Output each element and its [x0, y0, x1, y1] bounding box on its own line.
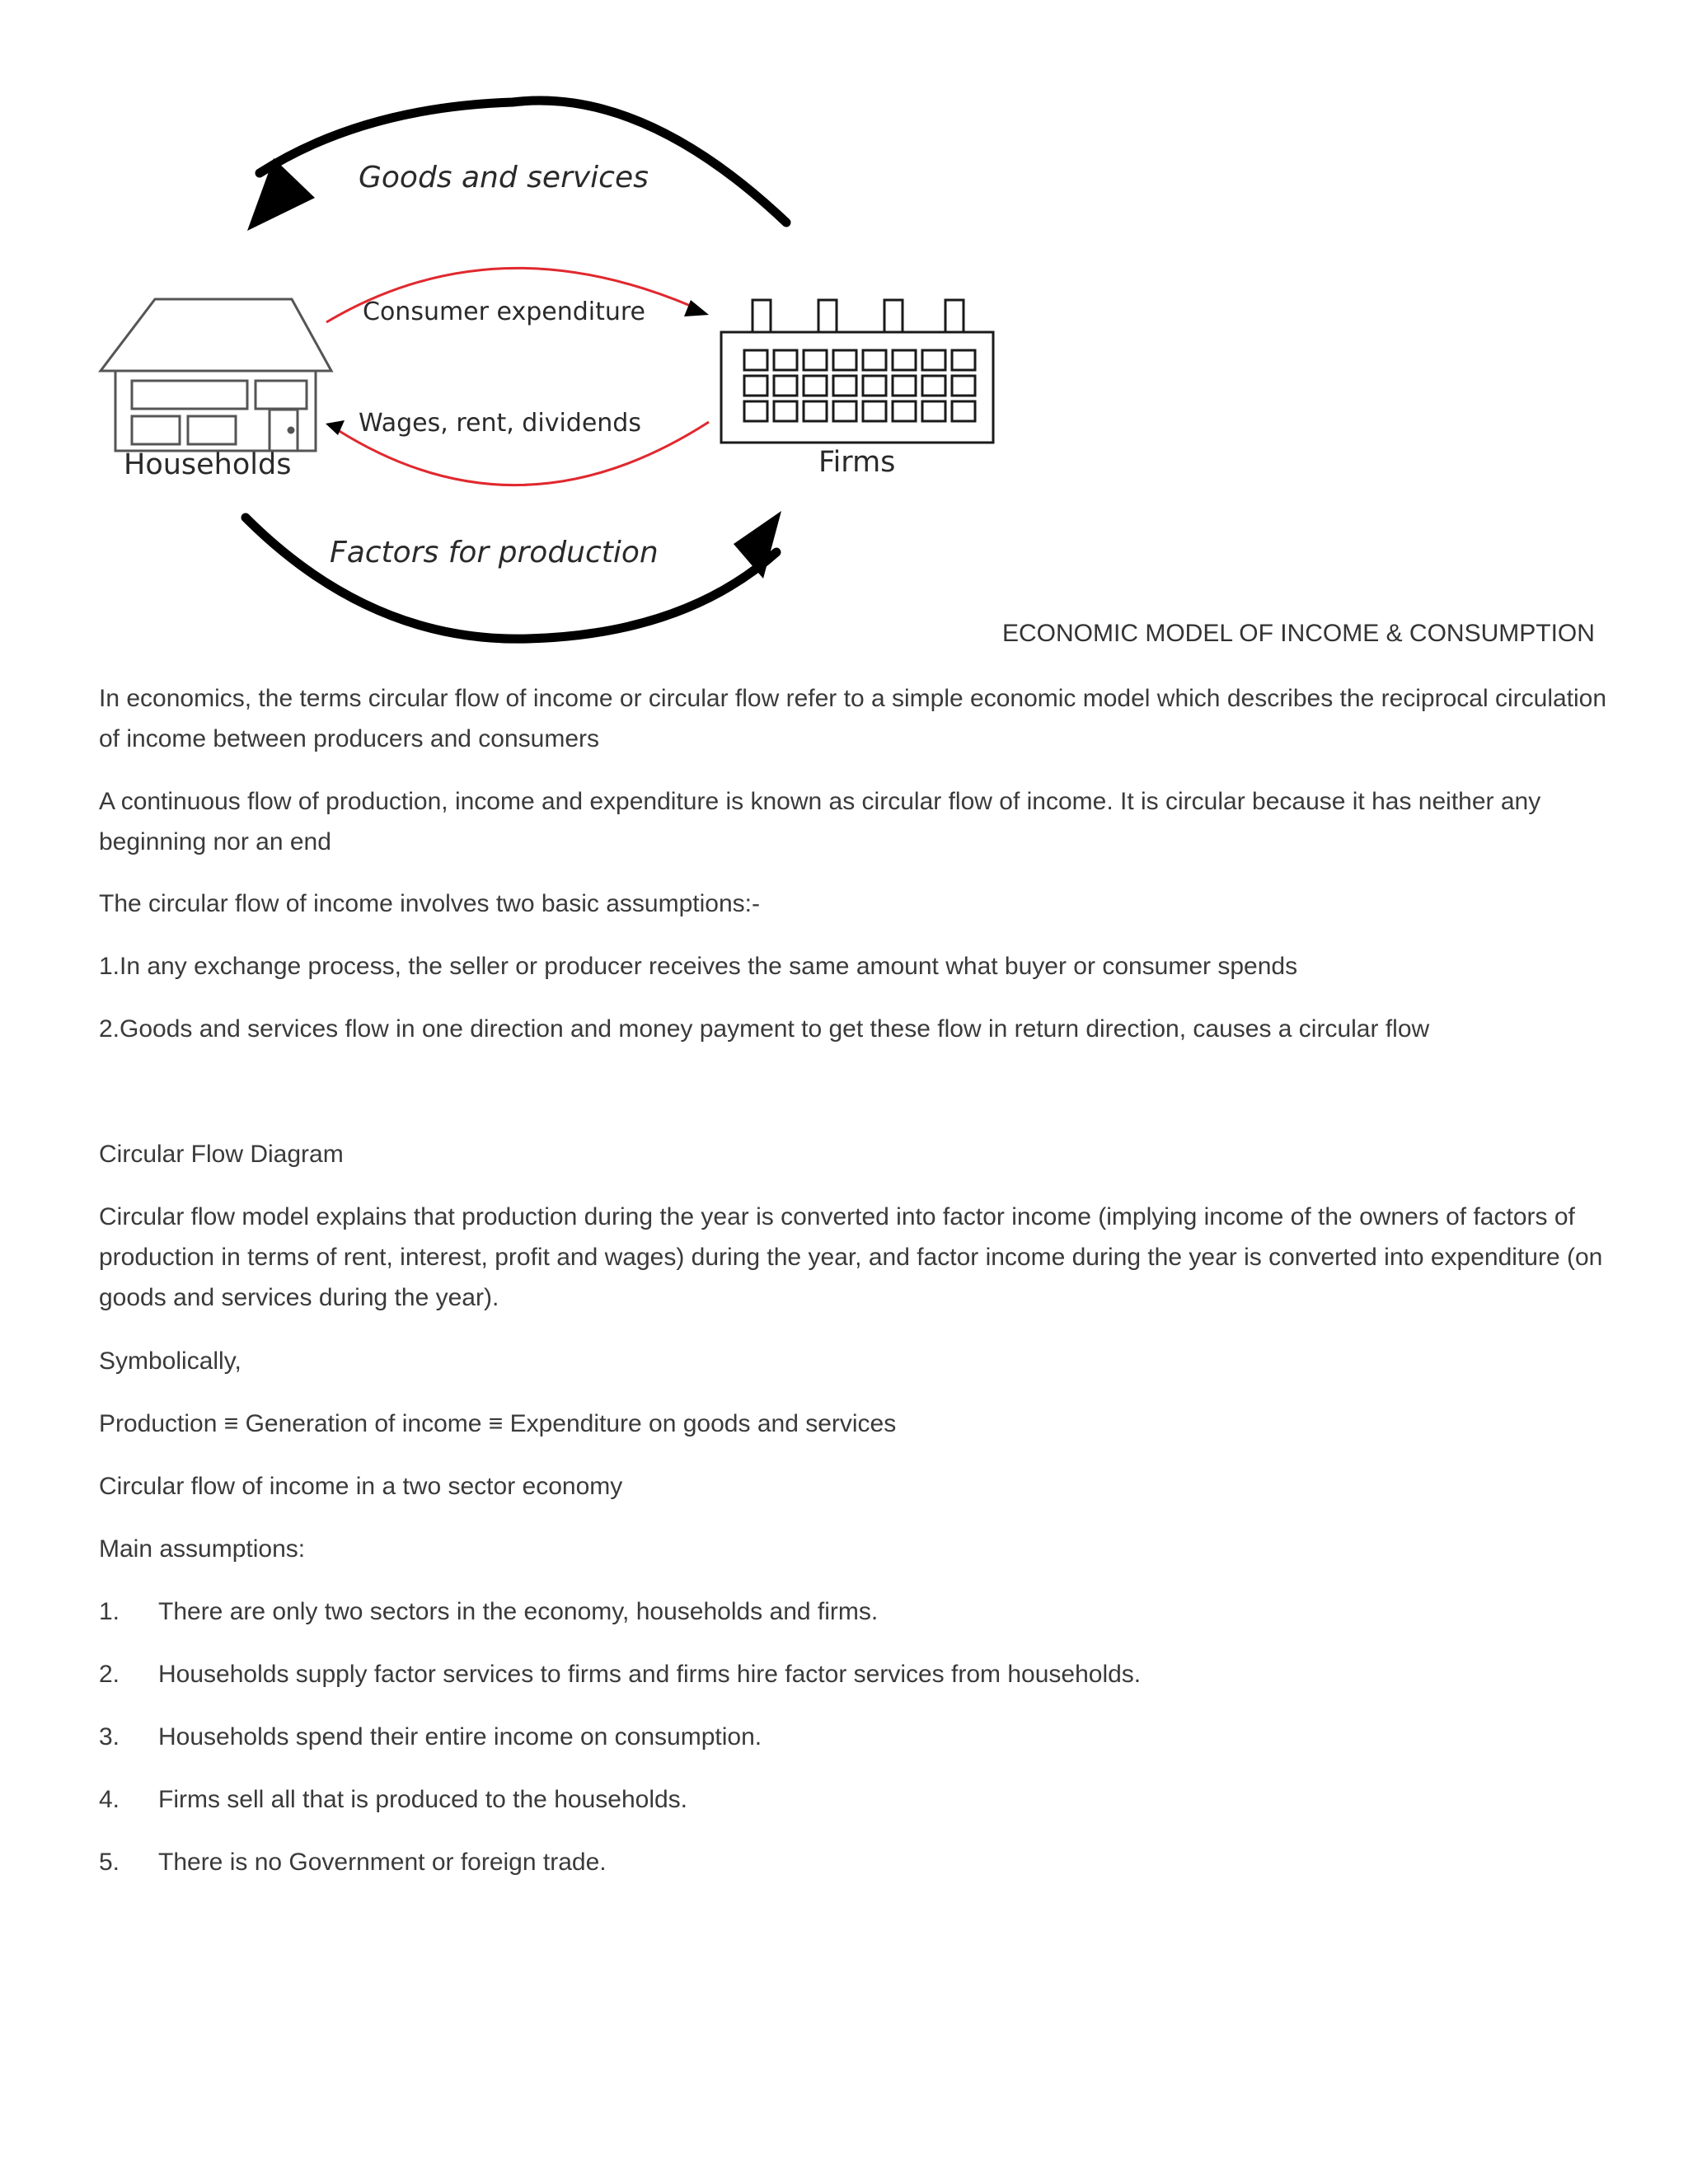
households-label: Households — [124, 448, 292, 481]
list-number: 2. — [99, 1661, 120, 1688]
assumptions-intro: The circular flow of income involves two basic assumptions:- — [99, 890, 760, 917]
diagram-caption: ECONOMIC MODEL OF INCOME & CONSUMPTION — [1002, 620, 1595, 647]
intro-paragraph: In economics, the terms circular flow of income or circular flow refer to a simple economic model which describes the reciprocal circulation of income between producers and consumers — [99, 685, 1607, 752]
consumer-expenditure-label: Consumer expenditure — [363, 298, 645, 326]
section-title: Circular Flow Diagram — [99, 1141, 344, 1168]
list-number: 3. — [99, 1723, 120, 1750]
wages-rent-dividends-label: Wages, rent, dividends — [359, 409, 641, 438]
identity-equation: Production ≡ Generation of income ≡ Expenditure on goods and services — [99, 1410, 897, 1437]
firms-label: Firms — [818, 446, 896, 479]
list-number: 1. — [99, 1598, 120, 1625]
list-text: Households supply factor services to firms and firms hire factor services from households. — [158, 1661, 1142, 1688]
list-item — [99, 1591, 878, 1632]
two-sector-heading: Circular flow of income in a two sector economy — [99, 1473, 623, 1500]
symbolically-label: Symbolically, — [99, 1347, 241, 1375]
factory-icon — [721, 300, 993, 443]
list-item — [99, 1842, 607, 1882]
assumption-one: 1.In any exchange process, the seller or producer receives the same amount what buyer or consumer spends — [99, 953, 1298, 980]
house-icon — [101, 299, 331, 451]
main-assumptions-heading: Main assumptions: — [99, 1535, 306, 1563]
factors-for-production-arrow — [246, 511, 781, 639]
circular-flow-diagram — [82, 82, 1022, 659]
list-text: Households spend their entire income on consumption. — [158, 1723, 762, 1750]
list-text: There is no Government or foreign trade. — [158, 1849, 607, 1876]
assumption-two: 2.Goods and services flow in one direction and money payment to get these flow in return direction, causes a circular flow — [99, 1015, 1430, 1043]
list-item — [99, 1654, 1141, 1694]
list-number: 4. — [99, 1786, 120, 1813]
list-item — [99, 1779, 687, 1820]
list-number: 5. — [99, 1849, 120, 1876]
list-text: Firms sell all that is produced to the households. — [158, 1786, 687, 1813]
factors-for-production-label: Factors for production — [330, 536, 659, 569]
goods-and-services-label: Goods and services — [359, 161, 649, 194]
definition-paragraph: A continuous flow of production, income and expenditure is known as circular flow of income. It is circular because it has neither any beginning nor an end — [99, 788, 1541, 855]
model-paragraph: Circular flow model explains that production during the year is converted into factor income (implying income of the owners of factors of production in terms of rent, interest, profit and wages) during the year, and factor income during the year is converted into expenditure (on goods and services during the year). — [99, 1203, 1603, 1311]
list-text: There are only two sectors in the economy, households and firms. — [158, 1598, 879, 1625]
list-item — [99, 1717, 762, 1757]
